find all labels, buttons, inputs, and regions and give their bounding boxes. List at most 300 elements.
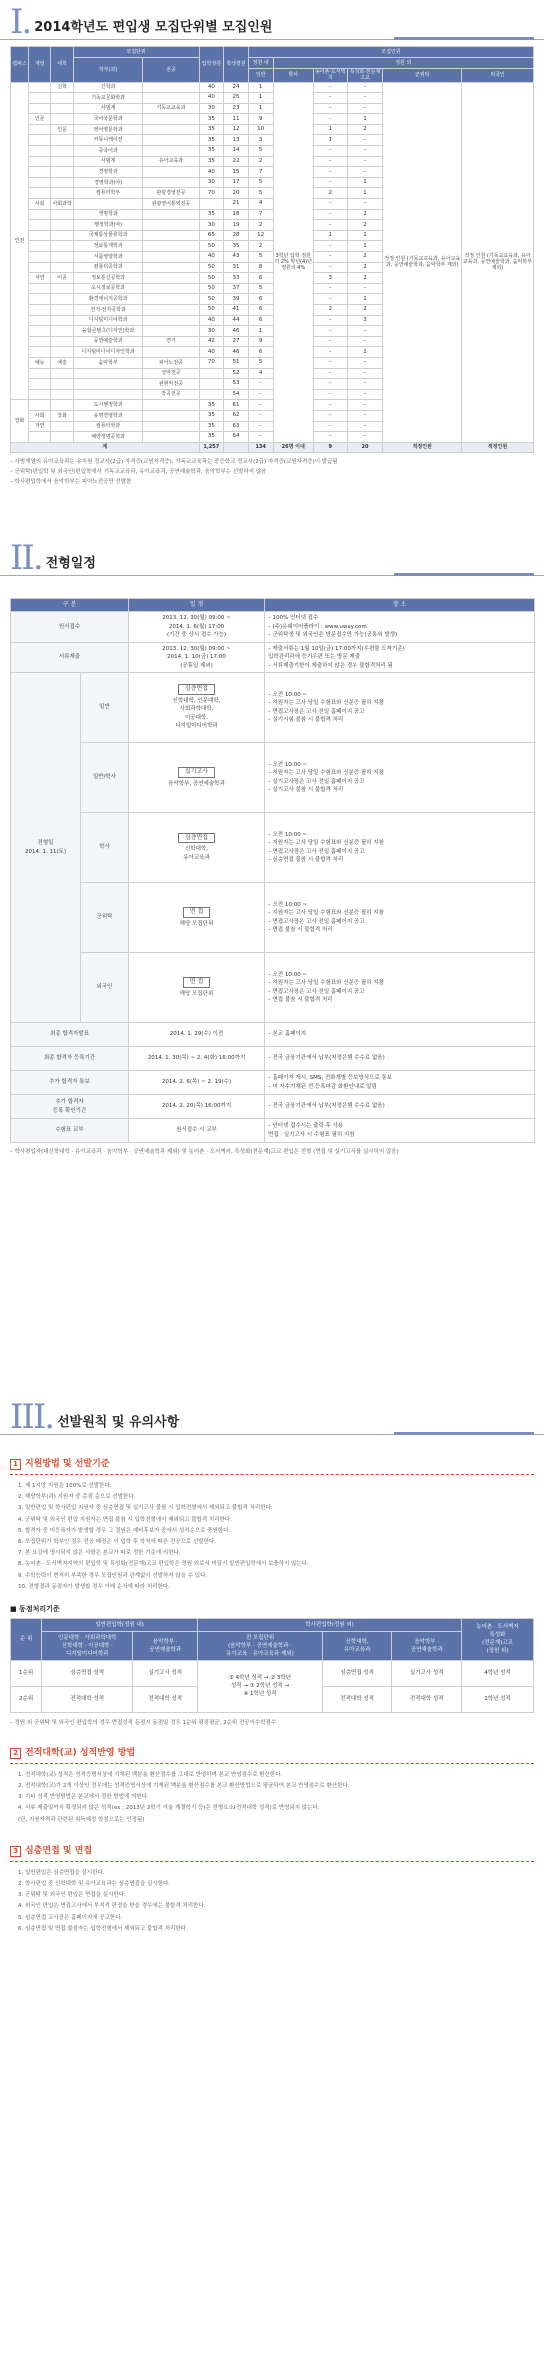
college-cell	[51, 188, 73, 199]
header-accent-bar	[394, 37, 534, 40]
total-special: 20	[347, 442, 383, 453]
category-cell	[28, 336, 50, 347]
farm-cell: –	[313, 389, 347, 400]
general-cell: 9	[248, 336, 273, 347]
college-cell	[51, 230, 73, 241]
place-cell: – 본교 홈페이지	[265, 1023, 535, 1047]
dropout-cell: 39	[224, 294, 249, 305]
list-item: 5. 합격자 중 미등록자가 발생할 경우 그 결원은 예비후보자 중에서 성적순으로 충원한다.	[18, 1527, 231, 1534]
category-cell	[28, 82, 50, 93]
place-cell: – 오전 10:00 ~ – 지원자는 고사 당일 수험표와 신분증 필히 지참 – 면접고사장은 고사 전일 홈페이지 공고 – 면접 불참 시 불합격 처리	[265, 883, 535, 953]
exam-type: 일반/학사	[81, 743, 129, 813]
category-cell	[28, 326, 50, 337]
college-cell	[51, 262, 73, 273]
quota-cell: 35	[199, 421, 224, 432]
subsection-title: 지원방법 및 선발기준	[25, 1458, 110, 1469]
dept-cell: 정보통신공학과	[73, 273, 143, 284]
quota-cell: 70	[199, 357, 224, 368]
farm-cell: 1	[313, 230, 347, 241]
col-rank: 순 위	[11, 1618, 42, 1660]
farm-cell: –	[313, 252, 347, 263]
col-g1: 인문대학 · 사회과학대학 신학대학 · 이공대학 · 디지털미디어학과	[42, 1631, 133, 1660]
dept-cell: 전기·전자공학과	[73, 304, 143, 315]
special-cell: 2	[347, 209, 383, 220]
college-cell	[51, 400, 73, 411]
farm-cell: –	[313, 368, 347, 379]
dept-cell: 환경에너지공학과	[73, 294, 143, 305]
farm-cell: –	[313, 336, 347, 347]
general-cell: 7	[248, 209, 273, 220]
quota-cell: 40	[199, 315, 224, 326]
category-cell: 예능	[28, 357, 50, 368]
list-item: 1. 전적대학(교) 성적은 성적증명서상에 기재된 백분율 환산점수를 그대로 반영하며 본교 반영점수로 환산한다.	[18, 1771, 283, 1778]
foreign-cell: 적정 인원 (기독교교육과, 유아교육과, 공연예술학과, 음악학부 제외)	[462, 82, 534, 442]
major-cell	[143, 347, 199, 358]
general-cell: 1	[248, 326, 273, 337]
quota-cell: 40	[199, 93, 224, 104]
general-cell: –	[248, 389, 273, 400]
list-item: 8. 농어촌 · 도서벽지지역의 편입학 및 특성화(전문계)고교 편입학은 정원 외로서 미달시 일반편입학에서 보충하지 않는다.	[18, 1561, 309, 1568]
general-cell: 1	[248, 93, 273, 104]
date-cell: 원서접수 시 교부	[129, 1119, 265, 1143]
special-cell: 1	[347, 188, 383, 199]
special-cell: 1	[347, 177, 383, 188]
subsection-number: 2	[10, 1748, 21, 1759]
dept-cell: 컴퓨터공학과	[73, 262, 143, 273]
dept-cell: 컴퓨터학부	[73, 188, 143, 199]
farm-cell: –	[313, 400, 347, 411]
schedule-note: – 학사편입자(대신학대학 · 유아교육과 · 음악학부 · 공연예술학과 제외) 및 농어촌 · 도서벽지, 특성화(전문계)고교 편입은 전형 (면접 및 실기고사를 실시하지 않음)	[10, 1149, 399, 1155]
general-cell: 2	[248, 241, 273, 252]
quota-cell: 50	[199, 304, 224, 315]
dept-cell: 사범계	[73, 156, 143, 167]
major-cell	[143, 82, 199, 93]
special-cell: 3	[347, 315, 383, 326]
college-cell	[51, 379, 73, 390]
list-item: 2. 해당학부(과) 지원자 중 총점 순으로 선발한다.	[18, 1494, 136, 1501]
tie-break-table	[10, 1618, 534, 1713]
table-cell: 전적대학 성적	[322, 1686, 392, 1712]
category-cell	[28, 368, 50, 379]
general-cell: 4	[248, 368, 273, 379]
general-cell: 6	[248, 304, 273, 315]
col-special: 특성화·전문계고교	[347, 69, 383, 83]
general-cell: –	[248, 432, 273, 443]
special-cell: –	[347, 103, 383, 114]
dropout-cell: 37	[224, 283, 249, 294]
dept-cell: 신학과	[73, 82, 143, 93]
col-bach: 학사편입학(정원 외)	[198, 1618, 462, 1631]
category-cell: 자연	[28, 421, 50, 432]
bachelor-cell: 3학년 입학 정원의 2% 학년(4)년정원의 4%	[273, 82, 313, 442]
major-cell	[143, 262, 199, 273]
category-cell: 인문	[28, 114, 50, 125]
dept-cell: 기독교문화학과	[73, 93, 143, 104]
major-cell	[143, 167, 199, 178]
farm-cell: –	[313, 421, 347, 432]
special-cell: 1	[347, 347, 383, 358]
general-cell: 5	[248, 357, 273, 368]
quota-cell: 35	[199, 410, 224, 421]
special-cell: 2	[347, 273, 383, 284]
special-cell: –	[347, 82, 383, 93]
dept-cell: 국제통상물류학과	[73, 230, 143, 241]
col-dropout: 학생결원	[224, 47, 249, 83]
category-cell	[28, 135, 50, 146]
quota-cell: 40	[199, 82, 224, 93]
farm-cell: –	[313, 326, 347, 337]
farm-cell: –	[313, 220, 347, 231]
category-cell	[28, 304, 50, 315]
farm-cell: 2	[313, 188, 347, 199]
quota-cell	[199, 379, 224, 390]
dropout-cell: 25	[224, 93, 249, 104]
col-general: 일반	[248, 69, 273, 83]
special-cell: –	[347, 156, 383, 167]
general-cell: 1	[248, 82, 273, 93]
dept-cell: 유명경영학과	[73, 410, 143, 421]
major-cell	[143, 294, 199, 305]
exam-target: 신학대학, 유아교육과	[183, 846, 210, 861]
farm-cell: 1	[313, 135, 347, 146]
general-cell: 2	[248, 156, 273, 167]
military-cell: 적정 인원 (기독교교육과, 유아교육과, 공연예술학과, 음악학부 제외)	[383, 82, 462, 442]
date-cell: 2013. 12. 30(월) 09:00 ~ 2014. 1. 6(월) 17:00 (기간 중 상시 접수 가능)	[129, 612, 265, 643]
general-cell: 4	[248, 199, 273, 210]
col-recruit: 모집인원	[248, 47, 533, 58]
date-cell: 2014. 1. 30(목) ~ 2. 4(화) 16:00까지	[129, 1047, 265, 1071]
exam-detail	[129, 883, 265, 953]
tie-break-title: ■ 동점처리기준	[10, 1605, 60, 1614]
major-cell	[143, 252, 199, 263]
category-cell	[28, 156, 50, 167]
table-row	[11, 1071, 535, 1095]
general-cell: 5	[248, 146, 273, 157]
major-cell	[143, 146, 199, 157]
category-cell	[28, 389, 50, 400]
quota-cell: 40	[199, 347, 224, 358]
table-cell: ① 4학년 성적 → ② 3학년 성적 → ③ 2학년 성적 → ④ 1학년 성적	[198, 1660, 323, 1712]
farm-cell: –	[313, 262, 347, 273]
category-cell: 자연	[28, 273, 50, 284]
category-cell	[28, 432, 50, 443]
dept-cell: 디지털미디어학과	[73, 315, 143, 326]
dept-cell: 음악학부	[73, 357, 143, 368]
major-cell	[143, 315, 199, 326]
col-date: 일 정	[129, 599, 265, 612]
row-label: 최종 합격자 등록기간	[11, 1047, 129, 1071]
quota-cell: 50	[199, 241, 224, 252]
quota-cell	[199, 368, 224, 379]
list-item: 1. 일반편입은 심층면접을 실시한다.	[18, 1869, 105, 1876]
note: – 학사편입학에서 음악학부는 피아노전공만 선발함	[10, 479, 132, 486]
list-item: 7. 본 요강에 명시되지 않은 사항은 본교가 따로 정한 기준에 의한다.	[18, 1550, 181, 1557]
subsection-header	[10, 1842, 534, 1862]
general-cell: 3	[248, 135, 273, 146]
exam-label: 전형일	[37, 840, 54, 846]
farm-cell: –	[313, 93, 347, 104]
quota-cell: 35	[199, 400, 224, 411]
college-cell	[51, 103, 73, 114]
college-cell	[51, 114, 73, 125]
quota-cell: 40	[199, 167, 224, 178]
quota-cell	[199, 199, 224, 210]
general-cell: 6	[248, 294, 273, 305]
quota-cell: 50	[199, 273, 224, 284]
college-cell	[51, 283, 73, 294]
col-b1: 전 모집단위 (음악학부 · 공연예술학과 · 유아교육 · 유아교육과 제외)	[198, 1631, 323, 1660]
quota-cell	[199, 389, 224, 400]
category-cell	[28, 209, 50, 220]
category-cell	[28, 93, 50, 104]
exam-target: 신학대학, 인문대학, 사회과학대학, 이공대학, 디지털미디어학과	[172, 697, 221, 730]
quota-cell: 70	[199, 188, 224, 199]
note: – 군위탁(편입학 및 외국인(편입학에서 기독교교육과, 유아교육과, 공연예술학과, 음악학부는 선발하지 않음	[10, 469, 267, 476]
dropout-cell: 31	[224, 262, 249, 273]
farm-cell: –	[313, 241, 347, 252]
major-cell	[143, 135, 199, 146]
row-label: 추가 합격자 통보	[11, 1071, 129, 1095]
table-row	[11, 813, 535, 883]
list-item: 9. 수학능력이 현저히 부족한 경우 모집인원과 관계없이 선발하지 않을 수 있다.	[18, 1572, 208, 1579]
general-cell: 5	[248, 283, 273, 294]
farm-cell: –	[313, 315, 347, 326]
quota-cell: 50	[199, 283, 224, 294]
campus-cell: 강화	[11, 400, 29, 442]
subsection-title: 심층면접 및 면접	[25, 1845, 93, 1856]
dept-cell: 디지털미디어디자인학과	[73, 347, 143, 358]
col-b2: 신학대학, 유아교육과	[322, 1631, 392, 1660]
college-cell: 이공	[51, 273, 73, 284]
major-cell: 관광영어통역전공	[143, 199, 199, 210]
quota-cell: 30	[199, 220, 224, 231]
special-cell: 2	[347, 304, 383, 315]
place-cell: – 홈페이지 게시, SMS, 전화개별 등보방식으로 통보 – 미 자수기재된 전 등록마감 화환안내로 알림	[265, 1071, 535, 1095]
date-cell: 2014. 1. 29(수) 이전	[129, 1023, 265, 1047]
dropout-cell: 53	[224, 379, 249, 390]
general-cell: 6	[248, 273, 273, 284]
college-cell	[51, 209, 73, 220]
farm-cell: –	[313, 347, 347, 358]
major-cell: 관광경영전공	[143, 188, 199, 199]
list-item: 3. 기타 성적 반영방법은 본교에서 정한 방법에 의한다.	[18, 1794, 149, 1801]
farm-cell: –	[313, 103, 347, 114]
dept-cell	[73, 199, 143, 210]
major-cell	[143, 400, 199, 411]
col-type: 구 분	[11, 599, 129, 612]
general-cell: 1	[248, 103, 273, 114]
dropout-cell: 52	[224, 368, 249, 379]
col-foreign: 외국인	[462, 69, 534, 83]
general-cell: 6	[248, 347, 273, 358]
rank-cell: 1순위	[11, 1660, 42, 1686]
col-in: 정원 내	[248, 58, 273, 69]
table-cell: 심층면접 성적	[322, 1660, 392, 1686]
list-item: 5. 심층면접 고사장은 홈페이지에 공고한다.	[18, 1914, 123, 1921]
table-row	[11, 1660, 534, 1686]
general-cell: –	[248, 410, 273, 421]
date-cell: 2014. 2. 6(목) ~ 2. 19(수)	[129, 1071, 265, 1095]
total-farm: 9	[313, 442, 347, 453]
total-bachelor: 26명 이내	[273, 442, 313, 453]
college-cell	[51, 389, 73, 400]
col-farm: 농어촌·도서벽지	[314, 69, 346, 82]
quota-cell: 50	[199, 294, 224, 305]
quota-cell: 35	[199, 432, 224, 443]
list-item: 4. 외국인 편입은 면접고사에서 부적격 판정을 받을 경우에는 불합격 처리한다.	[18, 1903, 206, 1910]
exam-type: 외국인	[81, 953, 129, 1023]
col-dept: 학부(과)	[73, 58, 143, 83]
college-cell: 사회과학	[51, 199, 73, 210]
section-number: III.	[10, 1397, 54, 1437]
section-header	[0, 1395, 544, 1435]
total-label: 계	[11, 442, 200, 453]
col-place: 장 소	[265, 599, 535, 612]
table-cell: 전적대학 성적	[392, 1686, 462, 1712]
dropout-cell: 11	[224, 114, 249, 125]
dropout-cell: 54	[224, 389, 249, 400]
col-bachelor: 학사	[273, 69, 313, 83]
category-cell	[28, 167, 50, 178]
list-item: 2. 전적대학(교)가 2개 이상인 경우에는 성적증명서상에 기재된 백분율 환산점수를 본교 환산방법으로 평균하여 본교 반영점수로 환산한다.	[18, 1782, 350, 1789]
dropout-cell: 22	[224, 156, 249, 167]
col-out: 정원 외	[273, 58, 533, 69]
dept-cell: 컴퓨터학과	[73, 421, 143, 432]
table-row	[11, 953, 535, 1023]
section-title: 전형일정	[45, 555, 96, 571]
exam-type: 군위탁	[81, 883, 129, 953]
special-cell: –	[347, 357, 383, 368]
dept-cell: 사범계	[73, 103, 143, 114]
rank-cell: 2순위	[11, 1686, 42, 1712]
major-cell	[143, 326, 199, 337]
col-campus: 캠퍼스	[11, 47, 29, 83]
dept-cell: 국어국문학과	[73, 114, 143, 125]
subsection-title: 전적대학(교) 성적반영 방법	[25, 1747, 136, 1758]
section-title: 2014학년도 편입생 모집단위별 모집인원	[34, 19, 273, 35]
major-cell: 피아노전공	[143, 357, 199, 368]
college-cell	[51, 336, 73, 347]
row-label: 추가 합격자 등록 확인기간	[11, 1095, 129, 1119]
major-cell: 기독교교육과	[143, 103, 199, 114]
special-cell: –	[347, 389, 383, 400]
section-schedule	[0, 536, 544, 1161]
dept-cell: 도시행정학과	[73, 400, 143, 411]
major-cell: 유아교육과	[143, 156, 199, 167]
farm-cell: –	[313, 209, 347, 220]
selection-rules-list	[0, 1475, 544, 1599]
list-item: 3. 일반편입 및 학사편입 지원자 중 심층면접 및 실기고사 불참 시 입학전형에서 제외되고 불합격 처리한다.	[18, 1505, 273, 1512]
row-label: 수험표 교부	[11, 1119, 129, 1143]
table-row	[11, 1095, 535, 1119]
dept-cell: 공연예술학과	[73, 336, 143, 347]
category-cell	[28, 400, 50, 411]
dept-cell: 도시정보공학과	[73, 283, 143, 294]
quota-cell: 50	[199, 262, 224, 273]
special-cell: –	[347, 379, 383, 390]
list-item: 4. 군위탁 및 외국인 편입 지원자는 면접 불참 시 입학전형에서 제외되고 불합격 처리한다.	[18, 1516, 232, 1523]
exam-day-cell	[11, 673, 81, 1023]
college-cell	[51, 135, 73, 146]
general-cell: 5	[248, 252, 273, 263]
place-cell: – 오전 10:00 ~ – 지원자는 고사 당일 수험표와 신분증 필히 지참 – 면접고사장은 고사 전일 홈페이지 공고 – 심층면접 불참 시 불합격 처리	[265, 813, 535, 883]
table-row	[11, 1047, 535, 1071]
total-general: 134	[248, 442, 273, 453]
quota-cell: 35	[199, 114, 224, 125]
table-row	[11, 612, 535, 643]
exam-type: 학사	[81, 813, 129, 883]
quota-cell: 30	[199, 177, 224, 188]
quota-cell: 42	[199, 336, 224, 347]
dropout-cell: 23	[224, 103, 249, 114]
special-cell: 2	[347, 252, 383, 263]
dept-cell: 경영학과(야)	[73, 177, 143, 188]
farm-cell: –	[313, 379, 347, 390]
exam-method-box: 면 접	[183, 977, 211, 988]
college-cell	[51, 146, 73, 157]
dropout-cell: 41	[224, 304, 249, 315]
category-cell	[28, 315, 50, 326]
table-cell: 심층면접 성적	[42, 1660, 133, 1686]
special-cell: –	[347, 336, 383, 347]
general-cell: 12	[248, 230, 273, 241]
section-header	[0, 536, 544, 576]
major-cell	[143, 304, 199, 315]
dropout-cell: 12	[224, 124, 249, 135]
table-cell: 4학년 성적	[461, 1660, 533, 1686]
dropout-cell: 33	[224, 273, 249, 284]
tie-break-note: – 정원 외 군위탁 및 외국인 편입학의 경우 면접성적 동점시 동점일 경우 1순위 평점평균, 2순위 전공이수학점수	[10, 1719, 277, 1726]
category-cell	[28, 252, 50, 263]
general-cell: –	[248, 379, 273, 390]
major-cell	[143, 432, 199, 443]
special-cell: –	[347, 283, 383, 294]
dropout-cell: 63	[224, 421, 249, 432]
table-cell: 실기고사 성적	[133, 1660, 198, 1686]
farm-cell: –	[313, 167, 347, 178]
total-foreign: 적정인원	[462, 442, 534, 453]
table-cell: 1학년 성적	[461, 1686, 533, 1712]
table-cell: 전적대학 성적	[133, 1686, 198, 1712]
exam-detail	[129, 673, 265, 743]
list-item: 4. 서류 제출일까지 확정되지 않은 성적(ex : 2013년 2학기 겨울 계절학기 등)은 전형요소(전적대학 성적)로 반영되지 않는다.	[18, 1805, 320, 1812]
place-cell: – 전국 금융기관에서 납부(지정은행 수수료 없음)	[265, 1095, 535, 1119]
college-cell	[51, 347, 73, 358]
special-cell: 1	[347, 114, 383, 125]
list-item: 1. 제 1지망 지원을 100%로 선발한다.	[18, 1483, 112, 1489]
interview-list	[0, 1862, 544, 1941]
total-quota: 1,257	[199, 442, 224, 453]
schedule-table	[10, 598, 535, 1143]
general-cell: 5	[248, 188, 273, 199]
dropout-cell: 44	[224, 315, 249, 326]
exam-detail	[129, 953, 265, 1023]
dropout-cell: 51	[224, 357, 249, 368]
section-number: II.	[10, 538, 42, 578]
row-label: 원서접수	[11, 612, 129, 643]
major-cell: 작곡전공	[143, 389, 199, 400]
college-cell	[51, 315, 73, 326]
subsection-number: 1	[10, 1459, 21, 1470]
exam-target: 해당 모집단위	[179, 990, 214, 997]
col-quota: 입학정원	[199, 47, 224, 83]
dept-cell: 행정학과(야)	[73, 220, 143, 231]
subsection-header	[10, 1744, 534, 1764]
col-g2: 음악학부 · 공연예술학과	[133, 1631, 198, 1660]
row-label: 최종 합격자발표	[11, 1023, 129, 1047]
major-cell	[143, 410, 199, 421]
recruitment-notes	[0, 453, 544, 491]
